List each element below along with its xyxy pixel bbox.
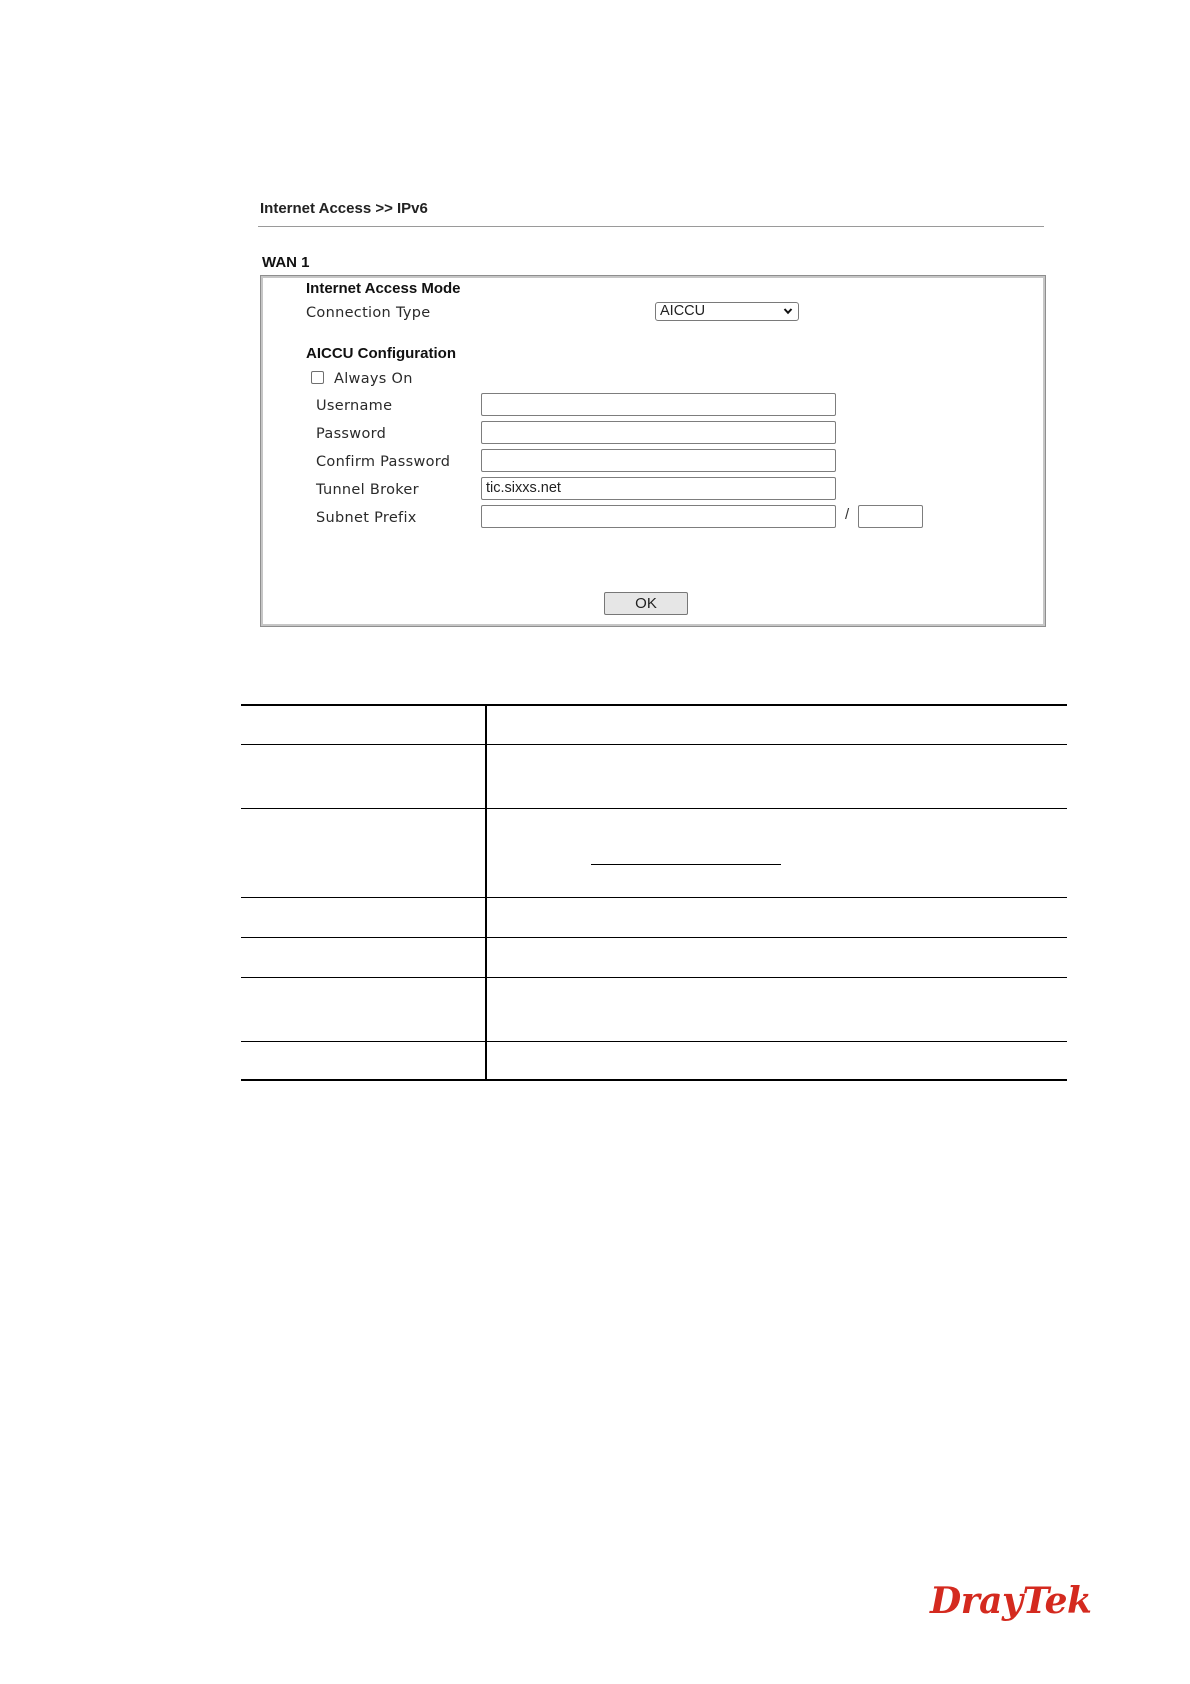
breadcrumb: Internet Access >> IPv6 (260, 200, 428, 217)
chevron-down-icon (783, 306, 793, 316)
connection-type-value: AICCU (660, 303, 706, 319)
table-row-divider (241, 744, 1067, 745)
ok-button[interactable]: OK (604, 592, 688, 615)
prefix-length-input[interactable] (858, 505, 923, 528)
subnet-prefix-label: Subnet Prefix (316, 510, 417, 526)
table-top-rule (241, 704, 1067, 706)
aiccu-configuration-title: AICCU Configuration (306, 345, 456, 362)
header-divider (258, 226, 1044, 227)
connection-type-select[interactable] (655, 302, 799, 321)
prefix-separator: / (845, 506, 850, 523)
table-row-divider (241, 937, 1067, 938)
username-label: Username (316, 398, 393, 414)
tunnel-broker-label: Tunnel Broker (316, 482, 419, 498)
table-link-underline (591, 864, 781, 865)
internet-access-mode-title: Internet Access Mode (306, 280, 461, 297)
connection-type-label: Connection Type (306, 305, 431, 321)
password-label: Password (316, 426, 387, 442)
password-input[interactable] (481, 421, 836, 444)
table-column-divider (485, 704, 487, 1080)
table-row-divider (241, 1041, 1067, 1042)
table-row-divider (241, 808, 1067, 809)
table-bottom-rule (241, 1079, 1067, 1081)
username-input[interactable] (481, 393, 836, 416)
table-row-divider (241, 977, 1067, 978)
table-row-divider (241, 897, 1067, 898)
draytek-logo: DrayTek (930, 1580, 1092, 1622)
subnet-prefix-input[interactable] (481, 505, 836, 528)
confirm-password-label: Confirm Password (316, 454, 451, 470)
always-on-label: Always On (334, 371, 413, 387)
always-on-checkbox[interactable] (311, 371, 324, 384)
confirm-password-input[interactable] (481, 449, 836, 472)
section-title: WAN 1 (262, 254, 310, 271)
tunnel-broker-input[interactable]: tic.sixxs.net (481, 477, 836, 500)
